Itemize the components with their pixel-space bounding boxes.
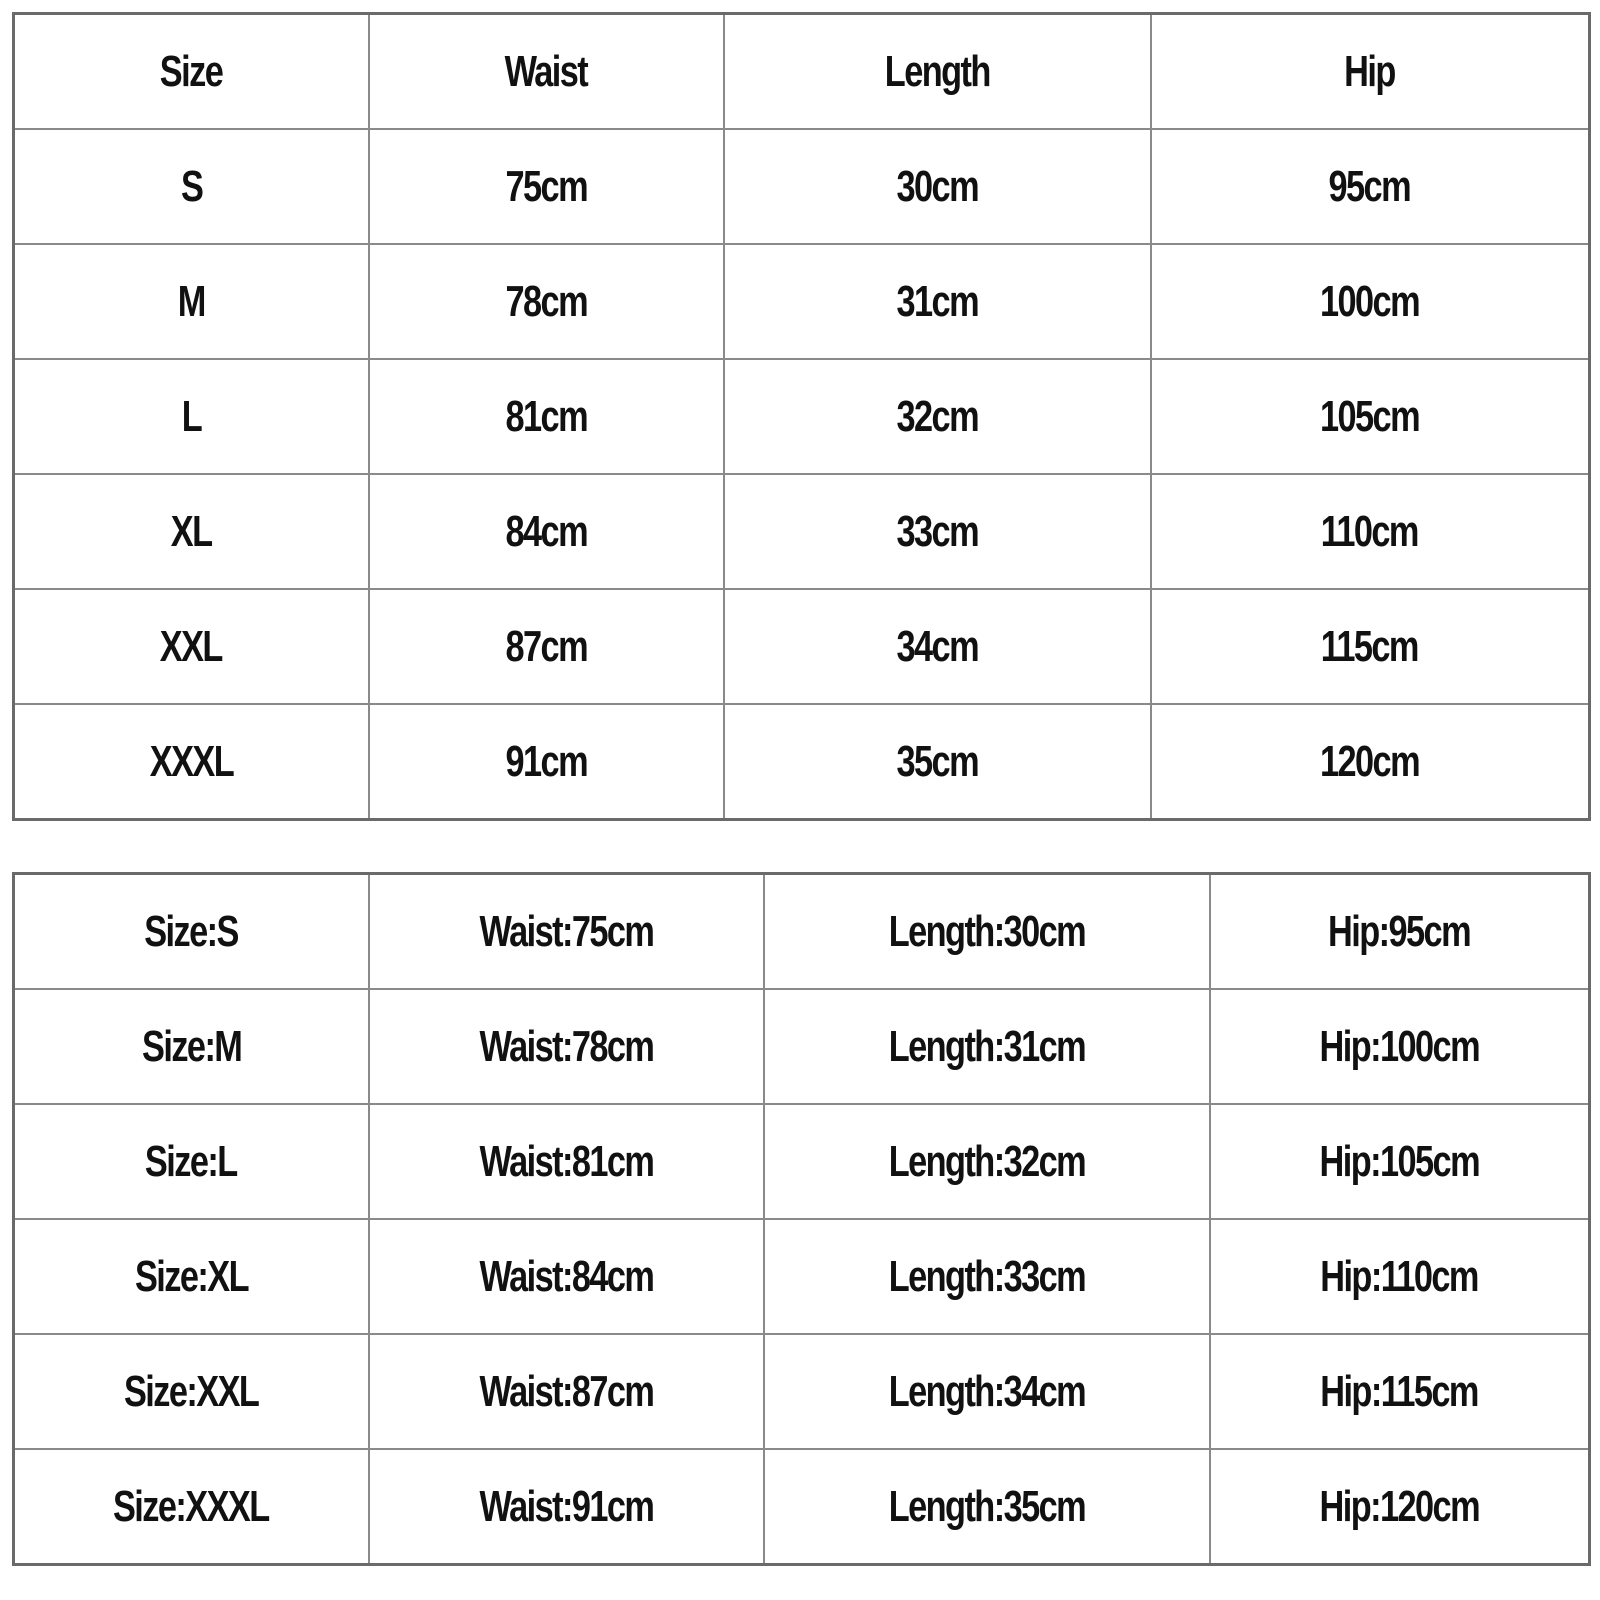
table-cell [724,589,1151,704]
length-value: 30cm [896,161,978,211]
size-label: Size:S [144,906,239,956]
table-row [14,1104,1590,1219]
length-value: 33cm [896,506,978,556]
size-label: Size:XXXL [113,1481,270,1531]
table-cell [764,1104,1210,1219]
header-cell [1151,14,1590,130]
table-cell [369,1104,764,1219]
table-row [14,874,1590,990]
table-row [14,989,1590,1104]
length-label: Length:31cm [888,1021,1085,1071]
table-cell [14,704,369,820]
header-length: Length [884,46,990,96]
table-cell [764,874,1210,990]
table-cell [724,359,1151,474]
table-cell [14,129,369,244]
length-label: Length:35cm [888,1481,1085,1531]
size-value: XXXL [149,736,233,786]
table-cell [724,704,1151,820]
size-value: M [177,276,205,326]
waist-label: Waist:87cm [479,1366,653,1416]
waist-value: 84cm [505,506,587,556]
hip-label: Hip:120cm [1319,1481,1480,1531]
table-cell [369,704,724,820]
table-cell [14,359,369,474]
header-cell [14,14,369,130]
table-cell [14,474,369,589]
header-size: Size [160,46,223,96]
table-cell [724,129,1151,244]
table-cell [14,1104,369,1219]
table-row [14,359,1590,474]
length-label: Length:32cm [888,1136,1085,1186]
length-label: Length:34cm [888,1366,1085,1416]
table-cell [1210,1334,1590,1449]
table-row [14,589,1590,704]
table-cell [724,474,1151,589]
table-cell [14,874,369,990]
table-row [14,1449,1590,1565]
hip-value: 115cm [1321,621,1419,671]
table-cell [1210,989,1590,1104]
table-cell [1210,1219,1590,1334]
header-hip: Hip [1344,46,1396,96]
hip-label: Hip:110cm [1320,1251,1479,1301]
table-cell [369,129,724,244]
length-label: Length:33cm [888,1251,1085,1301]
length-value: 35cm [896,736,978,786]
table-cell [1151,474,1590,589]
hip-value: 100cm [1320,276,1420,326]
table-cell [14,1334,369,1449]
size-value: L [181,391,201,441]
hip-label: Hip:95cm [1328,906,1471,956]
table-cell [14,589,369,704]
hip-label: Hip:100cm [1319,1021,1480,1071]
table-cell [1151,129,1590,244]
table-row [14,474,1590,589]
table-cell [764,1334,1210,1449]
table-cell [1210,1104,1590,1219]
size-value: S [180,161,202,211]
waist-value: 81cm [505,391,587,441]
waist-label: Waist:81cm [479,1136,653,1186]
length-value: 32cm [896,391,978,441]
table-cell [14,989,369,1104]
table-row [14,704,1590,820]
length-label: Length:30cm [888,906,1085,956]
hip-value: 120cm [1320,736,1420,786]
hip-label: Hip:115cm [1320,1366,1479,1416]
size-chart-table [12,12,1591,821]
table-cell [764,1219,1210,1334]
table-cell [369,244,724,359]
table-cell [764,989,1210,1104]
table-cell [369,1219,764,1334]
table-cell [14,1449,369,1565]
table-row [14,244,1590,359]
waist-value: 91cm [505,736,587,786]
waist-value: 75cm [505,161,587,211]
hip-value: 105cm [1320,391,1420,441]
table-row [14,1219,1590,1334]
table-cell [369,874,764,990]
table-cell [1151,359,1590,474]
table-row [14,1334,1590,1449]
hip-value: 110cm [1321,506,1419,556]
size-label: Size:M [141,1021,241,1071]
table-cell [1210,1449,1590,1565]
table-cell [1151,704,1590,820]
table-cell [369,474,724,589]
waist-label: Waist:75cm [479,906,653,956]
table-cell [369,1449,764,1565]
waist-label: Waist:91cm [479,1481,653,1531]
table-cell [369,1334,764,1449]
table-cell [369,359,724,474]
table-cell [764,1449,1210,1565]
header-cell [724,14,1151,130]
size-label: Size:L [145,1136,238,1186]
length-value: 31cm [896,276,978,326]
waist-label: Waist:84cm [479,1251,653,1301]
size-value: XXL [160,621,223,671]
hip-value: 95cm [1328,161,1411,211]
hip-label: Hip:105cm [1319,1136,1480,1186]
waist-value: 87cm [505,621,587,671]
table-cell [1151,589,1590,704]
table-cell [724,244,1151,359]
length-value: 34cm [896,621,978,671]
table-row [14,129,1590,244]
size-detail-table [12,872,1591,1566]
waist-label: Waist:78cm [479,1021,653,1071]
size-label: Size:XL [134,1251,248,1301]
table-cell [14,1219,369,1334]
table-cell [369,589,724,704]
table-header-row [14,14,1590,130]
table-cell [369,989,764,1104]
size-label: Size:XXL [124,1366,259,1416]
table-cell [14,244,369,359]
table-cell [1151,244,1590,359]
table-cell [1210,874,1590,990]
waist-value: 78cm [505,276,587,326]
header-waist: Waist [504,46,588,96]
header-cell [369,14,724,130]
size-value: XL [170,506,212,556]
